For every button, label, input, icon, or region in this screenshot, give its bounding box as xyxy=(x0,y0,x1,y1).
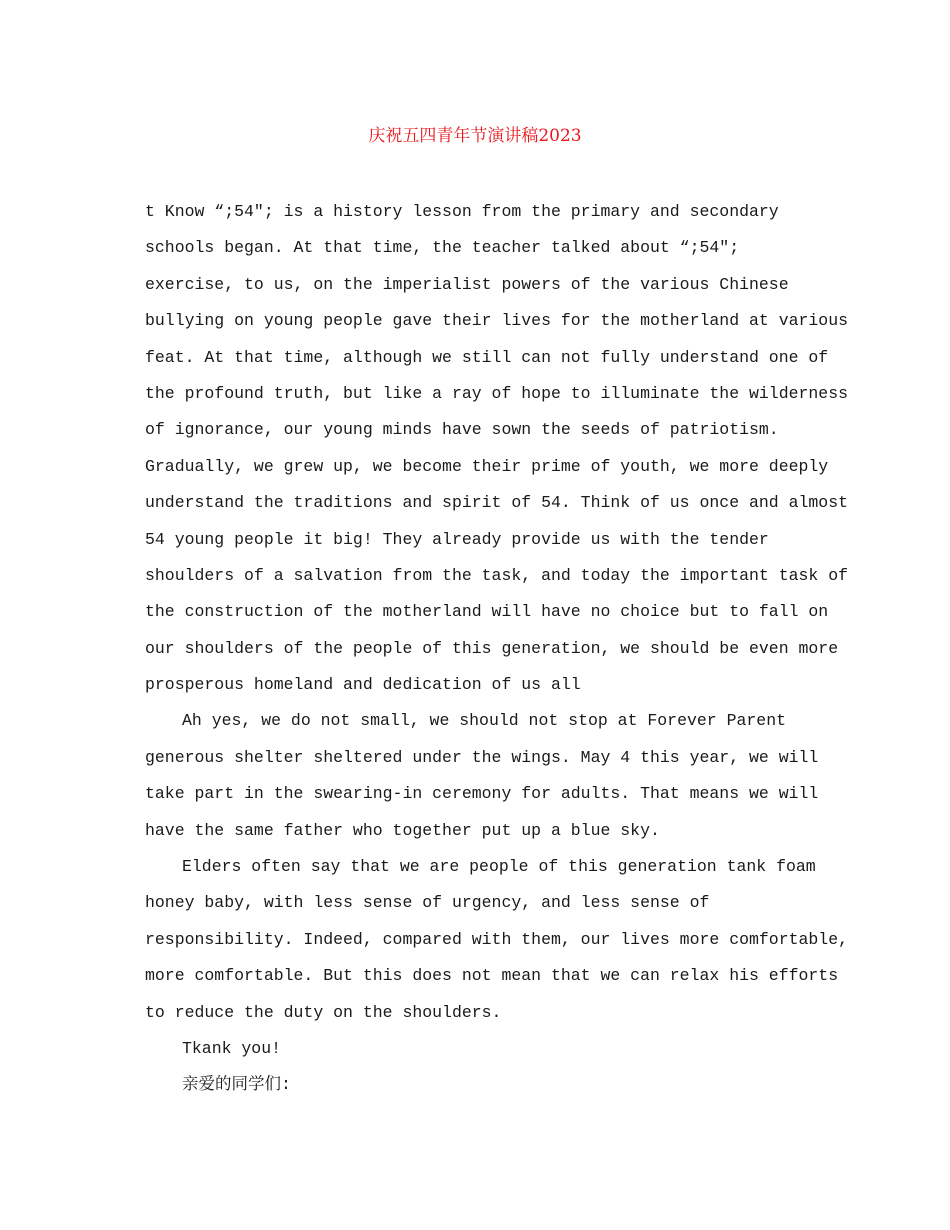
closing-line: Tkank you! xyxy=(182,1038,282,1058)
body-line: exercise, to us, on the imperialist powers of the various Chinese xyxy=(145,274,789,294)
document-title: 庆祝五四青年节演讲稿2023 xyxy=(368,126,582,146)
document-body xyxy=(145,194,849,1104)
paragraph-start-line: Elders often say that we are people of this generation tank foam xyxy=(182,857,816,877)
body-line: to reduce the duty on the shoulders. xyxy=(145,1002,502,1022)
body-line: schools began. At that time, the teacher talked about “;54″; xyxy=(145,238,740,258)
body-line: feat. At that time, although we still can not fully understand one of xyxy=(145,347,829,367)
body-line: 54 young people it big! They already provide us with the tender xyxy=(145,529,769,549)
body-line: have the same father who together put up a blue sky. xyxy=(145,820,660,840)
body-line: the construction of the motherland will have no choice but to fall on xyxy=(145,602,829,622)
body-line: the profound truth, but like a ray of hope to illuminate the wilderness xyxy=(145,383,849,403)
body-line: of ignorance, our young minds have sown the seeds of patriotism. xyxy=(145,420,779,440)
body-line: bullying on young people gave their lives for the motherland at various xyxy=(145,311,849,331)
body-line: our shoulders of the people of this generation, we should be even more xyxy=(145,638,839,658)
body-line: honey baby, with less sense of urgency, and less sense of xyxy=(145,893,710,913)
body-line: Gradually, we grew up, we become their prime of youth, we more deeply xyxy=(145,456,829,476)
body-line: understand the traditions and spirit of 54. Think of us once and almost xyxy=(145,493,849,513)
salutation-line: 亲爱的同学们: xyxy=(182,1075,291,1095)
body-line: responsibility. Indeed, compared with them, our lives more comfortable, xyxy=(145,929,849,949)
body-line: take part in the swearing-in ceremony for adults. That means we will xyxy=(145,784,819,804)
body-line: t Know “;54″; is a history lesson from the primary and secondary xyxy=(145,202,779,221)
body-line: prosperous homeland and dedication of us all xyxy=(145,675,581,695)
body-line: more comfortable. But this does not mean that we can relax his efforts xyxy=(145,966,839,986)
paragraph-start-line: Ah yes, we do not small, we should not stop at Forever Parent xyxy=(182,711,786,731)
body-line: shoulders of a salvation from the task, and today the important task of xyxy=(145,565,849,585)
body-line: generous shelter sheltered under the wings. May 4 this year, we will xyxy=(145,747,819,767)
